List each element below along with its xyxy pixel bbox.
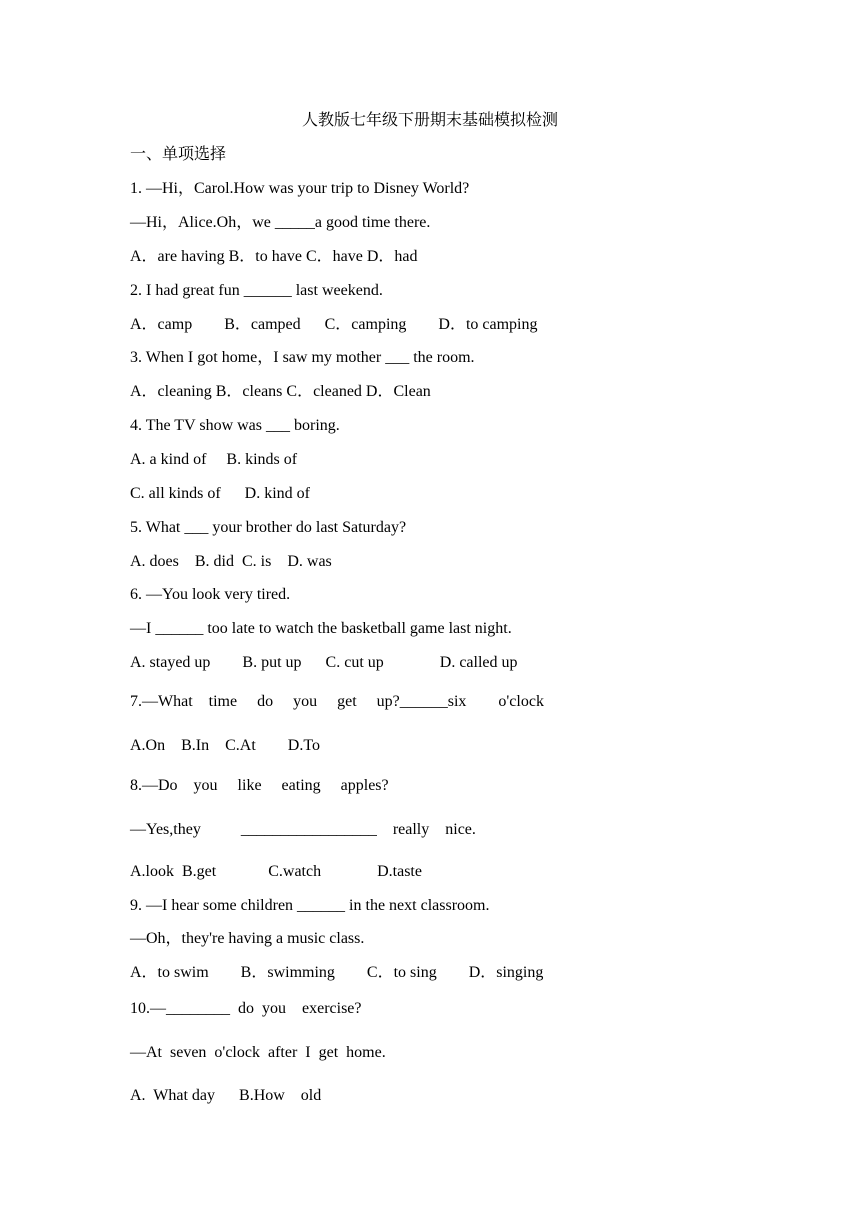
page-title: 人教版七年级下册期末基础模拟检测 [301,112,558,129]
question-5-stem: 5. What ___ your brother do last Saturday? [130,519,407,536]
question-10-stem: 10.—________ do you exercise? [130,1000,362,1017]
question-2-options: A．camp B．camped C．camping D．to camping [130,316,538,333]
question-7-options: A.On B.In C.At D.To [130,737,320,754]
question-10-reply: —At seven o'clock after I get home. [130,1044,386,1061]
question-8-stem: 8.—Do you like eating apples? [130,777,389,794]
question-9-reply: —Oh，they're having a music class. [130,930,365,947]
question-4-options-1: A. a kind of B. kinds of [130,451,298,468]
question-8-reply: —Yes,they _________________ really nice. [130,821,476,838]
question-6-stem: 6. —You look very tired. [130,586,291,603]
question-4-options-2: C. all kinds of D. kind of [130,485,310,502]
section-heading: 一、单项选择 [130,146,227,163]
question-1-options: A．are having B．to have C．have D．had [130,248,418,265]
question-8-options: A.look B.get C.watch D.taste [130,863,422,880]
question-6-options: A. stayed up B. put up C. cut up D. called up [130,654,518,671]
question-9-stem: 9. —I hear some children ______ in the next classroom. [130,897,490,914]
question-5-options: A. does B. did C. is D. was [130,553,332,570]
question-6-reply: —I ______ too late to watch the basketball game last night. [130,620,512,637]
question-3-stem: 3. When I got home，I saw my mother ___ the room. [130,349,475,366]
question-9-options: A．to swim B．swimming C．to sing D．singing [130,964,544,981]
question-4-stem: 4. The TV show was ___ boring. [130,417,340,434]
question-1-reply: —Hi，Alice.Oh，we _____a good time there. [130,214,431,231]
question-2-stem: 2. I had great fun ______ last weekend. [130,282,383,299]
question-3-options: A．cleaning B．cleans C．cleaned D．Clean [130,383,431,400]
question-1-stem: 1. —Hi，Carol.How was your trip to Disney World? [130,180,470,197]
question-10-options: A. What day B.How old [130,1087,322,1104]
question-7-stem: 7.—What time do you get up?______six o'clock [130,693,544,710]
